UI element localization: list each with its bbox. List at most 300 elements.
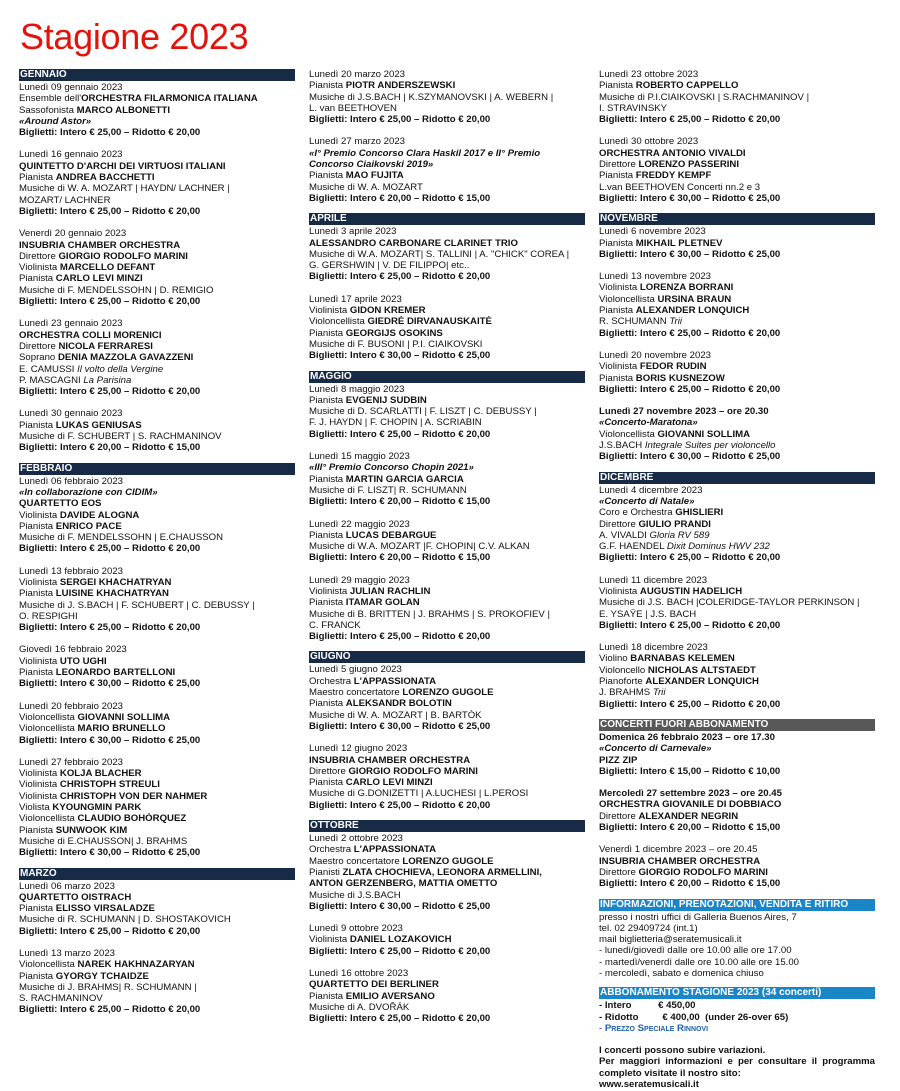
ticket-prices: Biglietti: Intero € 20,00 – Ridotto € 15,00 <box>599 878 781 890</box>
concert-text: Pianista <box>19 970 56 982</box>
concert-text: ORCHESTRA GIOVANILE DI DOBBIACO <box>599 799 782 811</box>
concert-line <box>599 238 875 249</box>
concert-text: L.van BEETHOVEN Concerti nn.2 e 3 <box>599 181 761 193</box>
month-section <box>19 868 295 1016</box>
concert-line <box>599 788 875 799</box>
concert-line <box>599 507 875 518</box>
concert-entry <box>599 844 875 889</box>
concert-line <box>599 170 875 181</box>
concert-line <box>599 226 875 237</box>
concert-text: Gloria RV 589 <box>649 529 710 541</box>
concert-line <box>19 903 295 914</box>
concert-text: FEDOR RUDIN <box>639 361 707 373</box>
concert-line <box>19 183 295 194</box>
concert-text: Maestro concertatore <box>309 687 403 699</box>
column-3 <box>599 69 875 1090</box>
concert-line <box>309 687 585 698</box>
concert-text: Sassofonista <box>19 104 77 116</box>
concert-text: URSINA BRAUN <box>657 293 732 305</box>
page-title: Stagione 2023 <box>20 16 249 57</box>
abbonamento-header: ABBONAMENTO STAGIONE 2023 (34 concerti) <box>599 987 875 999</box>
concert-text: Venerdì 1 dicembre 2023 – ore 20.45 <box>599 844 758 856</box>
concert-text: Pianista <box>309 170 346 182</box>
concert-text: ANDREA BACCHETTI <box>55 172 155 184</box>
concert-text: Lunedì 2 ottobre 2023 <box>309 833 403 845</box>
concert-text: Pianista <box>309 698 346 710</box>
concert-line <box>19 352 295 363</box>
ticket-prices: Biglietti: Intero € 25,00 – Ridotto € 20,00 <box>309 1013 491 1025</box>
concert-line <box>309 541 585 552</box>
concert-text: Lunedì 6 novembre 2023 <box>599 226 706 238</box>
concert-text: LUKAS GENIUSAS <box>55 419 142 431</box>
concert-text: Direttore <box>19 250 59 262</box>
month-section <box>19 69 295 454</box>
ticket-prices: Biglietti: Intero € 30,00 – Ridotto € 25,00 <box>19 847 201 859</box>
concert-text: Pianista <box>309 473 346 485</box>
concert-text: Musiche di G.DONIZETTI | A.LUCHESI | L.PEROSI <box>309 788 529 800</box>
info-line: tel. 02 29409724 (int.1) <box>599 922 698 934</box>
column-1 <box>19 69 295 1025</box>
concert-text: JULIAN RACHLIN <box>349 585 431 597</box>
concert-entry <box>19 644 295 689</box>
info-line: presso i nostri uffici di Galleria Buenos Aires, 7 <box>599 911 797 923</box>
concert-line <box>599 687 875 698</box>
concert-line <box>309 80 585 91</box>
concert-text: Direttore <box>599 866 639 878</box>
concert-line <box>309 676 585 687</box>
concert-line <box>309 260 585 271</box>
concert-text: QUARTETTO DEI BERLINER <box>309 979 439 991</box>
month-header: CONCERTI FUORI ABBONAMENTO <box>599 719 875 731</box>
info-header: INFORMAZIONI, PRENOTAZIONI, VENDITA E RITIRO <box>599 899 875 911</box>
ticket-prices: Biglietti: Intero € 25,00 – Ridotto € 20,00 <box>599 619 781 631</box>
concert-line <box>599 609 875 620</box>
ticket-prices: Biglietti: Intero € 25,00 – Ridotto € 20,00 <box>599 327 781 339</box>
concert-text: KYOUNGMIN PARK <box>52 802 142 814</box>
ticket-prices: Biglietti: Intero € 25,00 – Ridotto € 20,00 <box>599 698 781 710</box>
concert-line <box>599 103 875 114</box>
ticket-prices: Biglietti: Intero € 20,00 – Ridotto € 15,00 <box>309 192 491 204</box>
concert-text: ALEKSANDR BOLOTIN <box>345 698 452 710</box>
concert-line <box>599 182 875 193</box>
concert-text: Pianista <box>19 903 56 915</box>
concert-text: ALESSANDRO CARBONARE CLARINET TRIO <box>309 237 518 249</box>
abbonamento-special: - Prezzo Speciale Rinnovi <box>599 1022 709 1034</box>
concert-entry <box>19 408 295 453</box>
concert-text: EVGENIJ SUDBIN <box>345 394 427 406</box>
concert-entry <box>19 757 295 859</box>
concert-line <box>19 330 295 341</box>
concert-text: «Concerto di Natale» <box>599 495 695 507</box>
concert-line <box>19 971 295 982</box>
concert-line <box>19 993 295 1004</box>
ticket-prices: Biglietti: Intero € 25,00 – Ridotto € 20,00 <box>309 428 491 440</box>
concert-text: Musiche di F. MENDELSSOHN | E.CHAUSSON <box>19 532 224 544</box>
concert-line <box>309 575 585 586</box>
ticket-prices: Biglietti: Intero € 30,00 – Ridotto € 25,00 <box>599 192 781 204</box>
concert-text: Lunedì 22 maggio 2023 <box>309 518 410 530</box>
concert-entry <box>19 228 295 307</box>
concert-text: EMILIO AVERSANO <box>345 990 435 1002</box>
concert-line <box>19 532 295 543</box>
concert-text: L'APPASSIONATA <box>353 675 437 687</box>
concert-text: MOZART/ LACHNER <box>19 194 111 206</box>
ticket-prices: Biglietti: Intero € 25,00 – Ridotto € 20,00 <box>19 127 201 139</box>
concert-text: Violoncellista <box>19 723 78 735</box>
concert-text: Pianista <box>309 80 346 92</box>
concert-text: Orchestra <box>309 675 354 687</box>
concert-line <box>309 755 585 766</box>
concert-text: Pianista <box>19 273 56 285</box>
concert-text: Lunedì 06 febbraio 2023 <box>19 475 124 487</box>
concert-text: Violoncellista <box>599 428 658 440</box>
concert-entry <box>309 69 585 125</box>
concert-line <box>309 170 585 181</box>
concert-text: Soprano <box>19 352 58 364</box>
concert-text: Lunedì 09 gennaio 2023 <box>19 82 123 93</box>
concert-line <box>19 757 295 768</box>
concert-line <box>309 462 585 473</box>
concert-text: Lunedì 30 gennaio 2023 <box>19 408 123 420</box>
concert-entry <box>599 732 875 777</box>
concert-text: GIORGIO RODOLFO MARINI <box>58 250 188 262</box>
ticket-prices: Biglietti: Intero € 15,00 – Ridotto € 10,00 <box>599 765 781 777</box>
concert-line <box>599 597 875 608</box>
concert-text: Pianista <box>309 327 346 339</box>
concert-text: Violinista <box>19 779 60 791</box>
concert-line <box>309 867 585 878</box>
concert-entry <box>309 923 585 957</box>
concert-text: Musiche di B. BRITTEN | J. BRAHMS | S. PROKOFIEV | <box>309 608 550 620</box>
concert-text: Lunedì 20 marzo 2023 <box>309 69 406 80</box>
concert-entry <box>309 968 585 1024</box>
concert-text: MARCO ALBONETTI <box>76 104 171 116</box>
concert-text: SUNWOOK KIM <box>55 824 128 836</box>
ticket-prices: Biglietti: Intero € 20,00 – Ridotto € 15,00 <box>19 442 201 454</box>
concert-line <box>19 656 295 667</box>
concert-text: Pianista <box>19 520 56 532</box>
month-header: FEBBRAIO <box>19 463 295 475</box>
concert-line <box>19 813 295 824</box>
concert-text: A. VIVALDI <box>599 529 650 541</box>
concert-text: Domenica 26 febbraio 2023 – ore 17.30 <box>599 731 775 743</box>
concert-line <box>599 653 875 664</box>
concert-line <box>309 148 585 159</box>
ticket-prices: Biglietti: Intero € 30,00 – Ridotto € 25,00 <box>309 350 491 362</box>
concert-line <box>599 361 875 372</box>
concert-line <box>599 586 875 597</box>
concert-text: Violoncellista <box>19 959 78 971</box>
concert-text: DANIEL LOZAKOVICH <box>349 934 452 946</box>
notes-more-info: Per maggiori informazioni e per consultare il programma completo visitate il nostro sito: <box>599 1056 875 1079</box>
concert-line <box>309 92 585 103</box>
concert-text: CLAUDIO BOHÓRQUEZ <box>77 813 187 825</box>
concert-text: LORENZA BORRANI <box>639 282 734 294</box>
concert-line <box>599 676 875 687</box>
concert-line <box>309 788 585 799</box>
concert-text: J.S.BACH <box>599 440 645 452</box>
month-section <box>599 472 875 710</box>
ticket-prices: Biglietti: Intero € 25,00 – Ridotto € 20,00 <box>19 925 201 937</box>
concert-line <box>19 487 295 498</box>
concert-text: Pianista <box>599 305 636 317</box>
concert-text: Musiche di J.S.BACH | K.SZYMANOVSKI | A. WEBERN | <box>309 91 554 103</box>
concert-text: MAO FUJITA <box>345 170 404 182</box>
concert-text: AUGUSTIN HADELICH <box>639 585 743 597</box>
concert-text: Violoncellista <box>19 813 78 825</box>
concert-entry <box>19 566 295 634</box>
concert-text: Lunedì 27 febbraio 2023 <box>19 756 124 768</box>
concert-text: CARLO LEVI MINZI <box>55 273 143 285</box>
concert-line <box>19 149 295 160</box>
concert-text: Pianista <box>309 394 346 406</box>
concert-line <box>599 867 875 878</box>
concert-line <box>599 755 875 766</box>
ticket-prices: Biglietti: Intero € 25,00 – Ridotto € 20,00 <box>309 945 491 957</box>
concert-line <box>599 811 875 822</box>
concert-line <box>599 575 875 586</box>
concert-text: Maestro concertatore <box>309 855 403 867</box>
notes-section <box>599 1045 875 1090</box>
concert-text: Integrale Suites per violoncello <box>644 440 776 452</box>
concert-line <box>599 271 875 282</box>
concert-text: Violino <box>599 653 631 665</box>
concert-line <box>599 136 875 147</box>
concert-text: Lunedì 16 gennaio 2023 <box>19 149 123 161</box>
concert-line <box>599 856 875 867</box>
concert-text: L'APPASSIONATA <box>353 844 437 856</box>
ticket-prices: Biglietti: Intero € 25,00 – Ridotto € 20,00 <box>19 296 201 308</box>
concert-line <box>19 195 295 206</box>
concert-text: GHISLIERI <box>675 507 724 519</box>
concert-text: Lunedì 29 maggio 2023 <box>309 574 410 586</box>
concert-text: Lunedì 27 marzo 2023 <box>309 136 406 148</box>
month-section <box>309 213 585 361</box>
concert-line <box>19 93 295 104</box>
ticket-prices: Biglietti: Intero € 25,00 – Ridotto € 20,00 <box>309 631 491 643</box>
concert-line <box>19 825 295 836</box>
concert-text: Pianista <box>599 372 636 384</box>
concert-text: ITAMAR GOLAN <box>345 597 420 609</box>
concert-line <box>19 510 295 521</box>
concert-line <box>19 228 295 239</box>
column-3-sections <box>599 69 875 890</box>
concert-line <box>599 92 875 103</box>
concert-text: INSUBRIA CHAMBER ORCHESTRA <box>599 855 761 867</box>
concert-line <box>599 417 875 428</box>
concert-line <box>19 881 295 892</box>
concert-text: Musiche di F. BUSONI | P.I. CIAIKOVSKI <box>309 338 483 350</box>
concert-text: Violinista <box>19 655 60 667</box>
ticket-prices: Biglietti: Intero € 30,00 – Ridotto € 25,00 <box>19 678 201 690</box>
concert-text: ELISSO VIRSALADZE <box>55 903 155 915</box>
concert-line <box>599 406 875 417</box>
month-section <box>19 463 295 859</box>
concert-entry <box>309 226 585 282</box>
concert-line <box>309 979 585 990</box>
concert-text: Coro e Orchestra <box>599 507 676 519</box>
concert-line <box>19 476 295 487</box>
concert-text: MARCELLO DEFANT <box>59 262 156 274</box>
concert-text: Lunedì 30 ottobre 2023 <box>599 136 699 148</box>
ticket-prices: Biglietti: Intero € 20,00 – Ridotto € 15,00 <box>309 496 491 508</box>
month-header: DICEMBRE <box>599 472 875 484</box>
concert-text: Pianista <box>19 172 56 184</box>
concert-text: Pianista <box>309 597 346 609</box>
ticket-prices: Biglietti: Intero € 25,00 – Ridotto € 20,00 <box>309 114 491 126</box>
concert-text: F. J. HAYDN | F. CHOPIN | A. SCRIABIN <box>309 417 482 429</box>
concert-line <box>19 779 295 790</box>
info-email[interactable]: mail biglietteria@seratemusicali.it <box>599 934 742 946</box>
concert-line <box>19 914 295 925</box>
ticket-prices: Biglietti: Intero € 30,00 – Ridotto € 25,00 <box>309 720 491 732</box>
concert-entry <box>599 575 875 631</box>
concert-line <box>599 282 875 293</box>
concert-line <box>309 878 585 889</box>
concert-text: G. GERSHWIN | V. DE FILIPPO| etc.. <box>309 260 470 272</box>
concert-text: GIORGIO RODOLFO MARINI <box>348 765 478 777</box>
concert-line <box>309 103 585 114</box>
concert-text: Violinista <box>19 576 60 588</box>
concert-text: Direttore <box>19 340 59 352</box>
concert-text: QUINTETTO D'ARCHI DEI VIRTUOSI ITALIANI <box>19 160 226 172</box>
concert-text: Musiche di E.CHAUSSON| J. BRAHMS <box>19 835 188 847</box>
concert-text: Violinista <box>599 361 640 373</box>
concert-line <box>19 959 295 970</box>
concert-entry <box>599 271 875 339</box>
concert-line <box>19 251 295 262</box>
concert-text: Pianoforte <box>599 676 646 688</box>
concert-text: Il volto della Vergine <box>77 363 164 375</box>
concert-line <box>599 148 875 159</box>
concert-text: QUARTETTO EOS <box>19 498 102 510</box>
concert-text: ANTON GERZENBERG, MATTIA OMETTO <box>309 878 498 890</box>
concert-line <box>19 431 295 442</box>
concert-text: Musiche di R. SCHUMANN | D. SHOSTAKOVICH <box>19 914 231 926</box>
concert-text: J. BRAHMS <box>599 687 653 699</box>
concert-line <box>19 105 295 116</box>
concert-text: Musiche di F. SCHUBERT | S. RACHMANINOV <box>19 431 222 443</box>
concert-line <box>599 373 875 384</box>
concert-text: GIORGIO RODOLFO MARINI <box>638 866 768 878</box>
concert-text: P. MASCAGNI <box>19 374 84 386</box>
concert-line <box>309 844 585 855</box>
concert-text: BARNABAS KELEMEN <box>630 653 735 665</box>
concert-text: NICHOLAS ALTSTAEDT <box>647 664 756 676</box>
concert-line <box>19 701 295 712</box>
abbonamento-intero: - Intero € 450,00 <box>599 1000 696 1012</box>
concert-line <box>309 395 585 406</box>
concert-text: GIDON KREMER <box>349 305 426 317</box>
concert-text: I. STRAVINSKY <box>599 102 668 114</box>
concert-line <box>599 429 875 440</box>
concert-text: Pianista <box>309 777 346 789</box>
concert-text: Pianisti <box>309 866 343 878</box>
ticket-prices: Biglietti: Intero € 25,00 – Ridotto € 20,00 <box>599 383 781 395</box>
concert-text: Orchestra <box>309 844 354 856</box>
concert-line <box>19 408 295 419</box>
concert-line <box>19 723 295 734</box>
month-header: APRILE <box>309 213 585 225</box>
concert-entry <box>599 226 875 260</box>
concert-line <box>309 664 585 675</box>
month-header: MAGGIO <box>309 371 585 383</box>
concert-text: Pianista <box>599 237 636 249</box>
concert-line <box>309 766 585 777</box>
concert-entry <box>599 69 875 125</box>
concert-text: Lunedì 20 febbraio 2023 <box>19 700 124 712</box>
concert-line <box>19 240 295 251</box>
concert-text: Lunedì 20 novembre 2023 <box>599 349 712 361</box>
concert-line <box>309 474 585 485</box>
concert-entry <box>599 350 875 395</box>
concert-text: Lunedì 3 aprile 2023 <box>309 226 397 238</box>
concert-text: E. CAMUSSI <box>19 363 78 375</box>
concert-text: Lunedì 15 maggio 2023 <box>309 451 410 463</box>
concert-text: ORCHESTRA COLLI MORENICI <box>19 329 162 341</box>
abbonamento-section <box>599 987 875 1034</box>
concert-entry <box>309 136 585 204</box>
concert-text: GYORGY TCHAIDZE <box>55 970 149 982</box>
concert-line <box>309 294 585 305</box>
concert-text: Violoncellista <box>599 293 658 305</box>
concert-text: Musiche di D. SCARLATTI | F. LISZT | C. DEBUSSY | <box>309 406 537 418</box>
website-link[interactable]: www.seratemusicali.it <box>599 1079 699 1091</box>
concert-text: GIEDRĖ DIRVANAUSKAITĖ <box>367 316 492 328</box>
concert-text: «Concerto-Maratona» <box>599 417 698 429</box>
concert-text: Musiche di J. S.BACH | F. SCHUBERT | C. DEBUSSY | <box>19 599 255 611</box>
concert-line <box>599 294 875 305</box>
concert-line <box>309 856 585 867</box>
concert-line <box>309 1002 585 1013</box>
concert-line <box>309 777 585 788</box>
concert-text: Lunedì 12 giugno 2023 <box>309 743 408 755</box>
concert-text: ROBERTO CAPPELLO <box>635 80 739 92</box>
concert-text: LORENZO GUGOLE <box>402 687 494 699</box>
concert-line <box>19 420 295 431</box>
concert-text: Musiche di J.S.BACH <box>309 889 401 901</box>
concert-text: Violinista <box>599 282 640 294</box>
concert-text: Lunedì 23 ottobre 2023 <box>599 69 699 80</box>
abbonamento-ridotto: - Ridotto € 400,00 (under 26-over 65) <box>599 1011 789 1023</box>
concert-line <box>599 485 875 496</box>
concert-text: Dixit Dominus HWV 232 <box>666 541 770 553</box>
concert-line <box>599 743 875 754</box>
concert-text: Lunedì 13 novembre 2023 <box>599 271 712 283</box>
concert-text: R. SCHUMANN <box>599 316 670 328</box>
concert-text: Lunedì 5 giugno 2023 <box>309 664 402 676</box>
concert-text: ALEXANDER NEGRIN <box>638 810 739 822</box>
concert-text: Lunedì 9 ottobre 2023 <box>309 923 403 935</box>
concert-text: Direttore <box>309 765 349 777</box>
concert-text: Giovedì 16 febbraio 2023 <box>19 644 127 656</box>
month-section <box>599 719 875 890</box>
concert-entry <box>599 788 875 833</box>
concert-text: Violinista <box>19 509 60 521</box>
ticket-prices: Biglietti: Intero € 25,00 – Ridotto € 20,00 <box>19 543 201 555</box>
concert-text: ENRICO PACE <box>55 520 122 532</box>
concert-line <box>19 498 295 509</box>
column-2 <box>309 69 585 1033</box>
concert-line <box>309 586 585 597</box>
month-header: GIUGNO <box>309 651 585 663</box>
concert-line <box>309 991 585 1002</box>
concert-text: Musiche di A. DVOŘÁK <box>309 1001 410 1013</box>
info-line: - martedì/venerdì dalle ore 10.00 alle ore 15.00 <box>599 956 799 968</box>
concert-line <box>309 226 585 237</box>
concert-line <box>19 768 295 779</box>
concert-text: GEORGIJS OSOKINS <box>345 327 443 339</box>
